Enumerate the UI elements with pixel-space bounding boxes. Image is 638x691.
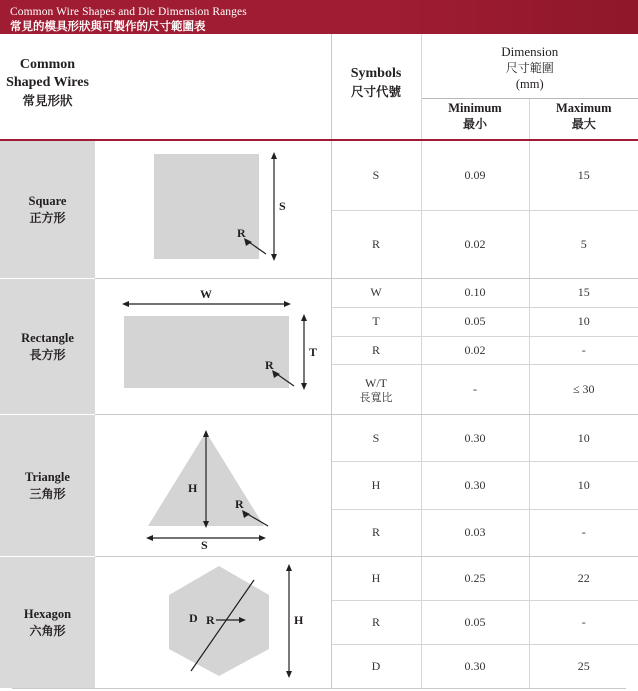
label-D: D [189,611,198,625]
figure-square [95,140,331,279]
table-footer-rule [12,688,626,689]
header-dimension-unit: (mm) [515,77,544,91]
max-cell: 10 [529,462,638,509]
symbol-cell: S [331,415,421,462]
min-cell: 0.09 [421,140,529,210]
label-R: R [237,226,246,240]
shape-name-square-en: Square [28,193,67,208]
symbol-cell: S [331,140,421,210]
symbol-cell: R [331,336,421,365]
shape-name-rectangle [0,279,95,415]
header-minimum-zh: 最小 [462,117,487,131]
shape-name-hexagon-zh: 六角形 [29,623,66,638]
header-minimum-en: Minimum [448,101,502,115]
min-cell: 0.05 [421,307,529,336]
max-cell: 10 [529,307,638,336]
page-header [0,0,638,34]
max-cell: 15 [529,279,638,308]
min-cell: 0.05 [421,601,529,645]
header-dimension-en: Dimension [501,44,559,59]
page-title-zh: 常見的模具形狀與可製作的尺寸範圍表 [10,19,206,33]
max-cell: - [529,601,638,645]
max-cell: 25 [577,659,590,674]
label-H: H [294,613,304,627]
shape-name-triangle [0,415,95,557]
max-cell: 15 [529,140,638,210]
min-cell: 0.02 [421,336,529,365]
table-row [0,415,638,462]
max-cell: - [529,509,638,556]
label-S: S [279,199,286,213]
min-cell: 0.30 [421,415,529,462]
max-cell: 22 [529,557,638,601]
header-figure-spacer [95,34,331,139]
symbol-cell: H [331,557,421,601]
header-symbols-zh: 尺寸代號 [350,84,401,99]
symbol-cell: W [331,279,421,308]
header-shapes-zh: 常見形狀 [22,93,73,108]
label-W: W [200,287,212,301]
label-T: T [309,345,318,359]
header-minimum [421,99,529,140]
table-row [0,279,638,308]
symbol-cell: R [331,210,421,278]
figure-hexagon [95,557,331,689]
triangle-diagram [96,416,332,550]
min-cell: 0.30 [421,462,529,509]
label-R: R [235,497,244,511]
header-symbols [331,34,421,139]
page-title-en: Common Wire Shapes and Die Dimension Ranges [10,6,247,18]
label-R: R [265,358,274,372]
max-cell: 10 [529,415,638,462]
figure-rectangle [95,279,331,415]
symbol-cell: T [331,307,421,336]
header-maximum-zh: 最大 [571,117,596,131]
symbol-cell: R [331,509,421,556]
symbol-cell: R [331,601,421,645]
min-cell: - [421,365,529,415]
shape-name-hexagon-en: Hexagon [23,606,72,621]
label-H: H [188,481,198,495]
max-cell: ≤ 30 [529,365,638,415]
min-cell: 0.10 [421,279,529,308]
header-symbols-en: Symbols [350,66,402,81]
min-cell: 0.25 [421,557,529,601]
shape-name-rectangle-en: Rectangle [21,330,74,345]
shape-name-square-zh: 正方形 [29,210,66,225]
square-diagram [96,142,332,272]
shape-name-triangle-zh: 三角形 [29,486,66,501]
header-maximum-en: Maximum [555,101,612,115]
header-maximum [529,99,638,140]
header-shapes-en: Common Shaped Wires [6,57,89,90]
figure-triangle [95,415,331,557]
shape-name-rectangle-zh: 長方形 [29,347,66,362]
label-R: R [206,613,215,627]
shape-name-square [0,140,95,279]
shape-name-hexagon [0,557,95,689]
max-cell: - [529,336,638,365]
shape-name-triangle-en: Triangle [25,469,70,484]
hexagon-diagram [96,558,332,682]
symbol-cell: D [331,645,421,688]
max-cell: 5 [529,210,638,278]
min-cell: 0.02 [421,210,529,278]
min-cell: 0.30 [421,645,529,688]
dimension-table-sheet [0,34,638,691]
dimension-table [0,34,638,688]
header-common-shaped-wires [0,34,95,139]
min-cell: 0.03 [421,509,529,556]
table-header-row-dimension [0,34,638,99]
table-row [0,140,638,210]
header-dimension [421,34,638,99]
header-dimension-zh: 尺寸範圍 [505,61,554,75]
symbol-cell: W/T 長寬比 [331,365,421,415]
symbol-cell: H [331,462,421,509]
label-S: S [201,538,208,550]
rectangle-diagram [96,280,332,408]
table-row [0,557,638,601]
